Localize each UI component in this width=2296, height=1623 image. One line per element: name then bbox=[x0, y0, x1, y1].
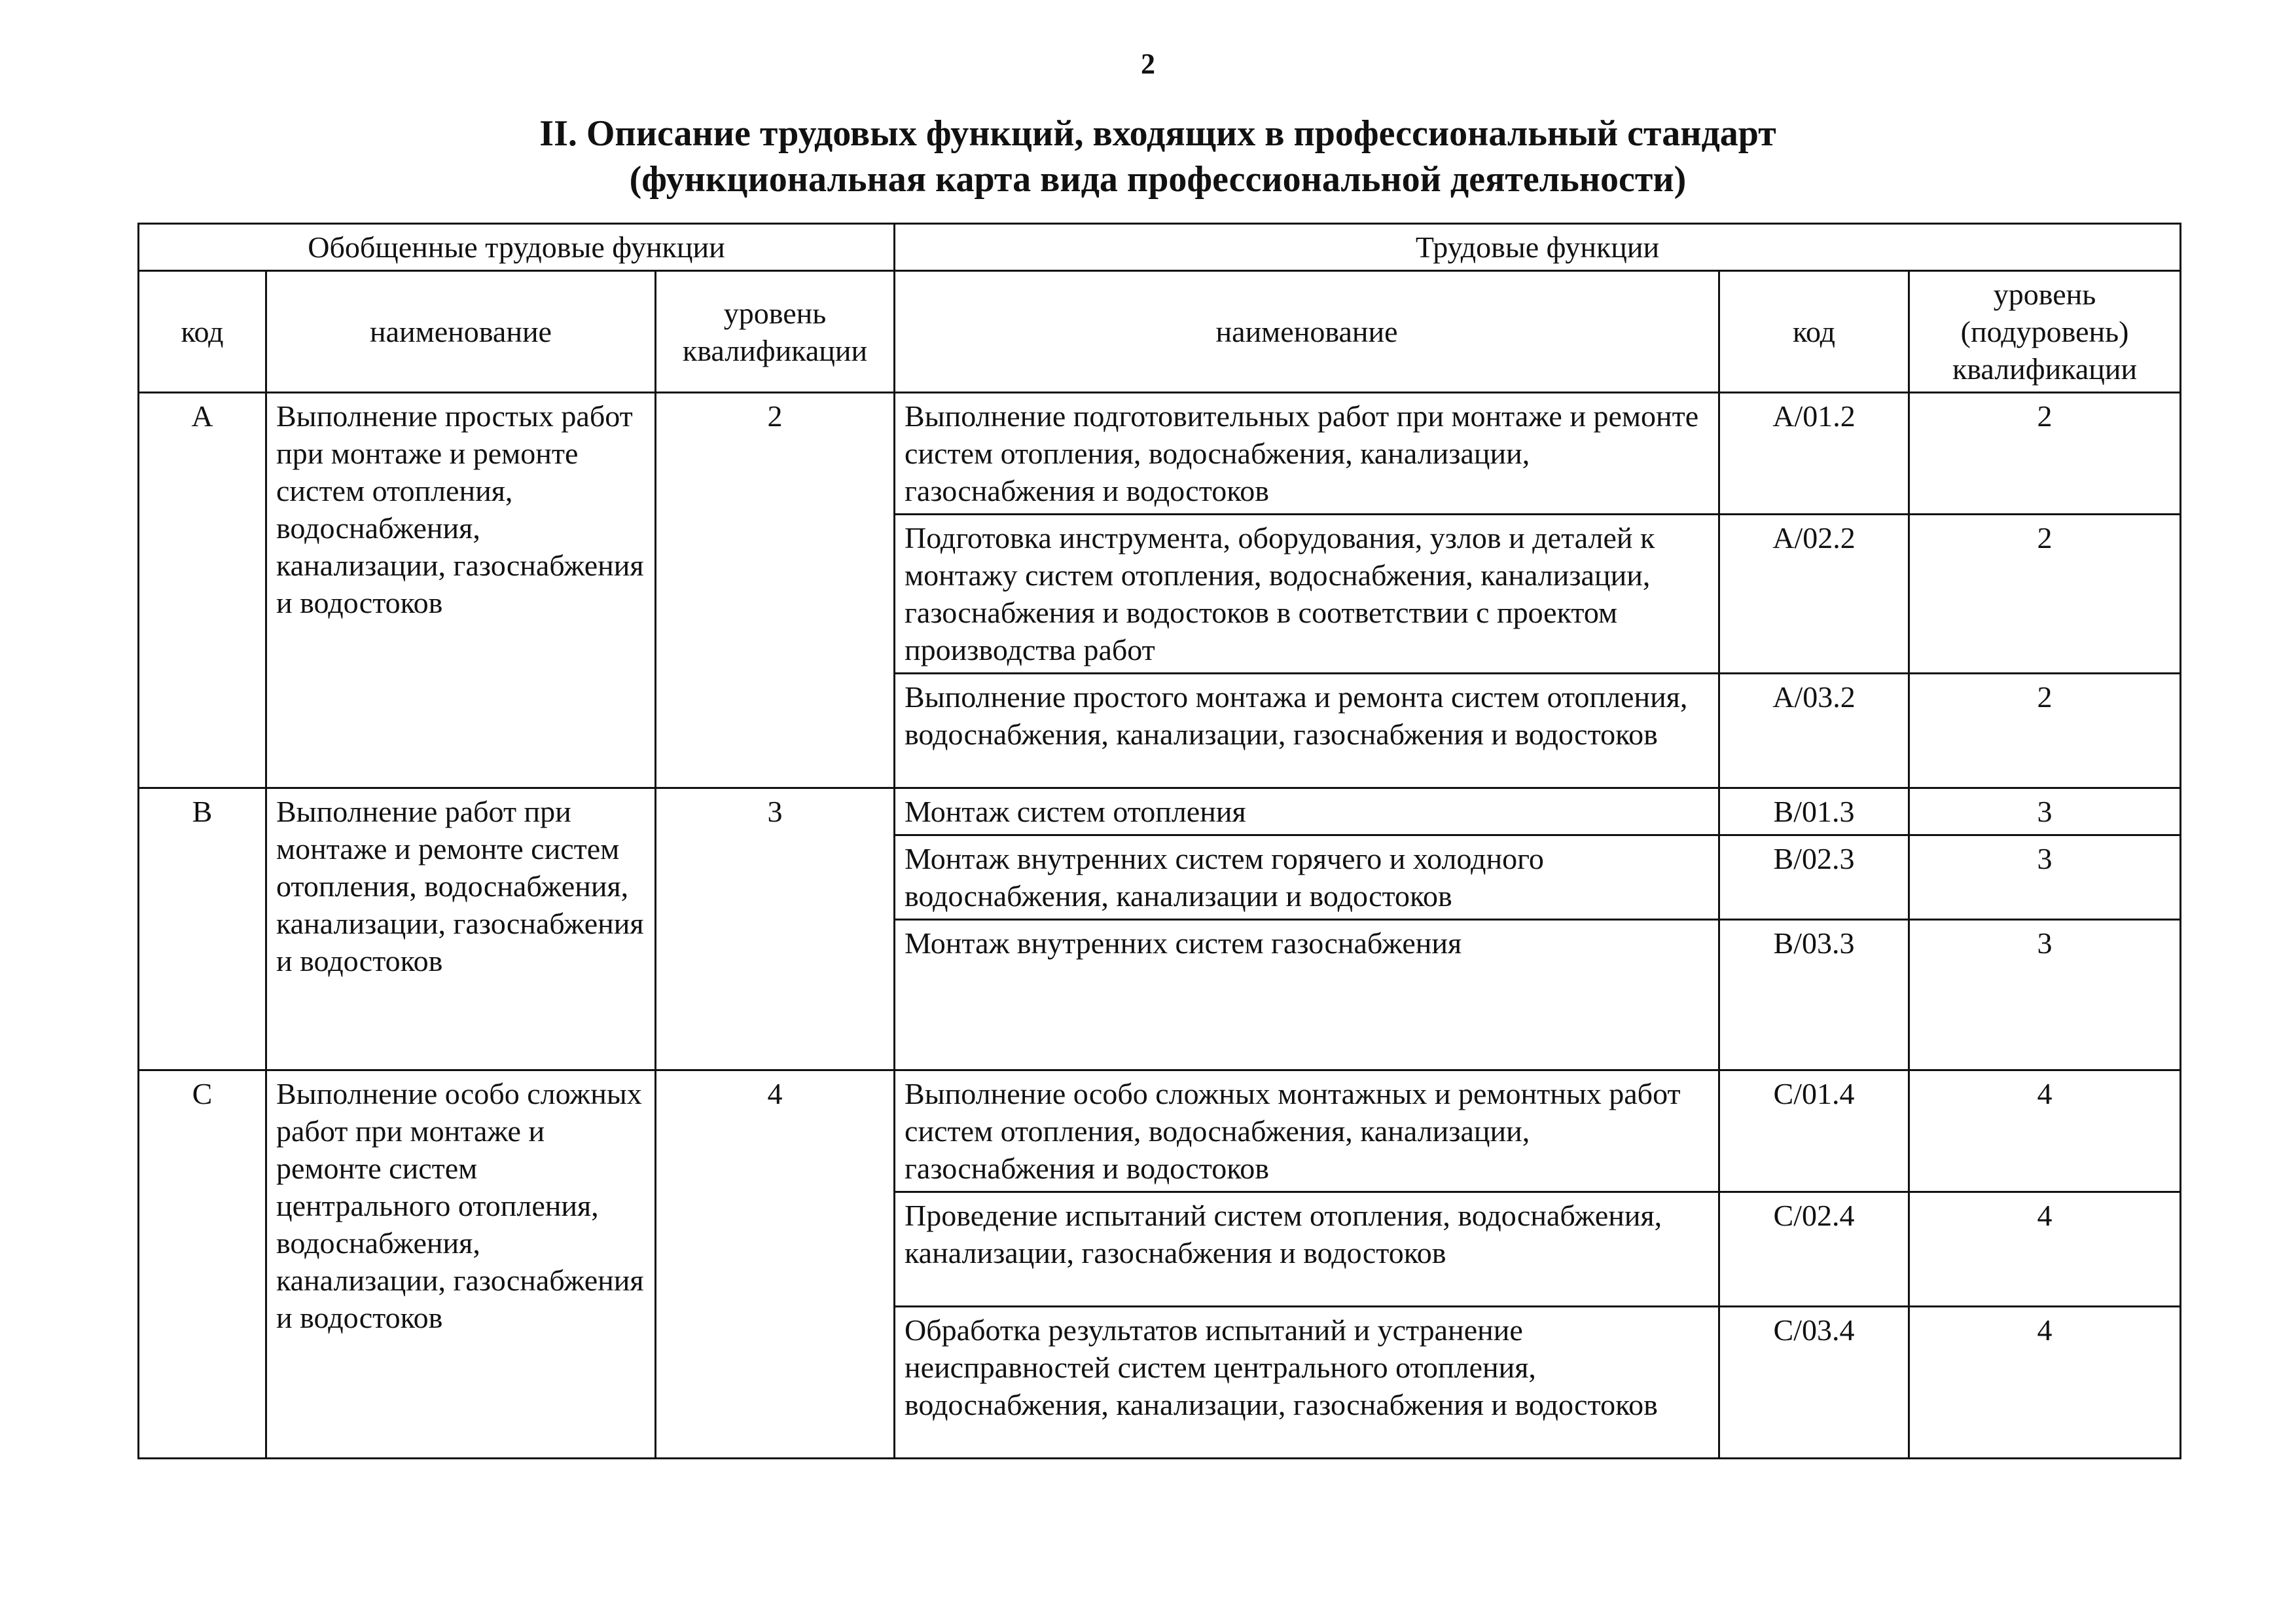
function-name: Выполнение особо сложных монтажных и ремонтных работ систем отопления, водоснабжения, канализации, газоснабжения и водостоков bbox=[895, 1070, 1719, 1192]
header-sublevel: уровень (подуровень) квалификации bbox=[1909, 271, 2181, 393]
function-code: В/03.3 bbox=[1719, 920, 1909, 1070]
function-level: 3 bbox=[1909, 835, 2181, 920]
function-name: Выполнение подготовительных работ при монтаже и ремонте систем отопления, водоснабжения, канализации, газоснабжения и водостоков bbox=[895, 393, 1719, 515]
function-level: 4 bbox=[1909, 1070, 2181, 1192]
section-title: II. Описание трудовых функций, входящих в профессиональный стандарт bbox=[539, 113, 1776, 154]
function-level: 2 bbox=[1909, 515, 2181, 674]
function-name: Монтаж систем отопления bbox=[895, 788, 1719, 835]
functional-map-table bbox=[137, 223, 2181, 1459]
function-level: 3 bbox=[1909, 920, 2181, 1070]
page-number: 2 bbox=[1141, 48, 1155, 80]
group-name: Выполнение простых работ при монтаже и ремонте систем отопления, водоснабжения, канализации, газоснабжения и водостоков bbox=[266, 393, 656, 788]
function-level: 4 bbox=[1909, 1192, 2181, 1307]
function-code: С/03.4 bbox=[1719, 1307, 1909, 1459]
header-level: уровень квалификации bbox=[656, 271, 895, 393]
function-name: Проведение испытаний систем отопления, водоснабжения, канализации, газоснабжения и водостоков bbox=[895, 1192, 1719, 1307]
group-level: 2 bbox=[656, 393, 895, 788]
table-row bbox=[139, 1070, 2181, 1192]
function-level: 2 bbox=[1909, 393, 2181, 515]
section-subtitle: (функциональная карта вида профессиональной деятельности) bbox=[629, 159, 1687, 200]
function-level: 3 bbox=[1909, 788, 2181, 835]
header-code: код bbox=[139, 271, 266, 393]
function-code: А/02.2 bbox=[1719, 515, 1909, 674]
function-code: С/02.4 bbox=[1719, 1192, 1909, 1307]
group-code: С bbox=[139, 1070, 266, 1459]
header-name: наименование bbox=[266, 271, 656, 393]
group-code: А bbox=[139, 393, 266, 788]
function-code: С/01.4 bbox=[1719, 1070, 1909, 1192]
function-name: Обработка результатов испытаний и устранение неисправностей систем центрального отопления, водоснабжения, канализации, газоснабжения и водостоков bbox=[895, 1307, 1719, 1459]
group-name: Выполнение работ при монтаже и ремонте систем отопления, водоснабжения, канализации, газоснабжения и водостоков bbox=[266, 788, 656, 1070]
function-code: В/01.3 bbox=[1719, 788, 1909, 835]
header-generalized: Обобщенные трудовые функции bbox=[139, 224, 895, 271]
function-code: А/03.2 bbox=[1719, 674, 1909, 788]
group-level: 3 bbox=[656, 788, 895, 1070]
function-level: 2 bbox=[1909, 674, 2181, 788]
header-functions: Трудовые функции bbox=[895, 224, 2181, 271]
function-code: В/02.3 bbox=[1719, 835, 1909, 920]
group-name: Выполнение особо сложных работ при монтаже и ремонте систем центрального отопления, водоснабжения, канализации, газоснабжения и водостоков bbox=[266, 1070, 656, 1459]
group-level: 4 bbox=[656, 1070, 895, 1459]
function-level: 4 bbox=[1909, 1307, 2181, 1459]
group-code: В bbox=[139, 788, 266, 1070]
function-code: А/01.2 bbox=[1719, 393, 1909, 515]
header-function-code: код bbox=[1719, 271, 1909, 393]
function-name: Монтаж внутренних систем горячего и холодного водоснабжения, канализации и водостоков bbox=[895, 835, 1719, 920]
table-row bbox=[139, 393, 2181, 515]
header-function-name: наименование bbox=[895, 271, 1719, 393]
function-name: Выполнение простого монтажа и ремонта систем отопления, водоснабжения, канализации, газоснабжения и водостоков bbox=[895, 674, 1719, 788]
function-name: Подготовка инструмента, оборудования, узлов и деталей к монтажу систем отопления, водоснабжения, канализации, газоснабжения и водостоков в соответствии с проектом производства работ bbox=[895, 515, 1719, 674]
table-row bbox=[139, 788, 2181, 835]
function-name: Монтаж внутренних систем газоснабжения bbox=[895, 920, 1719, 1070]
